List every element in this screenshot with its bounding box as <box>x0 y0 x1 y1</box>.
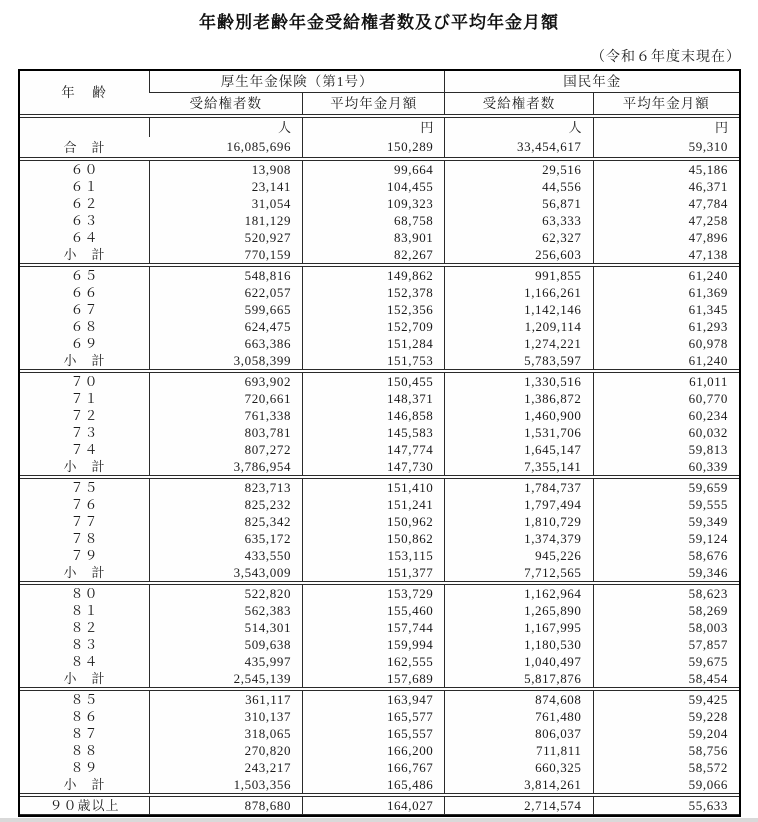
total-epi-average: 150,289 <box>303 137 445 158</box>
epi-average-value: 164,027 <box>303 797 445 815</box>
np-average-value: 58,454 <box>593 670 739 688</box>
epi-recipients-value: 310,137 <box>149 708 302 725</box>
epi-average-value: 149,862 <box>303 267 445 285</box>
epi-recipients-value: 761,338 <box>149 407 302 424</box>
np-recipients-value: 1,167,995 <box>445 619 593 636</box>
table-row <box>20 725 739 742</box>
age-block-80-84 <box>20 584 739 688</box>
np-average-value: 47,138 <box>593 246 739 264</box>
np-average-value: 59,813 <box>593 441 739 458</box>
table-row <box>20 246 739 264</box>
epi-recipients-value: 693,902 <box>149 373 302 391</box>
np-average-value: 59,675 <box>593 653 739 670</box>
np-recipients-value: 806,037 <box>445 725 593 742</box>
np-average-value: 59,659 <box>593 479 739 497</box>
table-row <box>20 352 739 370</box>
header-national-pension: 国民年金 <box>445 71 739 93</box>
table-row <box>20 708 739 725</box>
epi-average-value: 163,947 <box>303 691 445 709</box>
epi-recipients-value: 803,781 <box>149 424 302 441</box>
epi-recipients-value: 770,159 <box>149 246 302 264</box>
units-row <box>20 118 739 138</box>
epi-recipients-value: 522,820 <box>149 585 302 603</box>
np-recipients-value: 1,162,964 <box>445 585 593 603</box>
age-block-60-64 <box>20 160 739 264</box>
np-average-value: 60,770 <box>593 390 739 407</box>
np-recipients-value: 1,166,261 <box>445 284 593 301</box>
table-row <box>20 691 739 709</box>
epi-recipients-value: 548,816 <box>149 267 302 285</box>
epi-recipients-value: 599,665 <box>149 301 302 318</box>
header-employees-pension: 厚生年金保険（第1号） <box>149 71 445 93</box>
epi-average-value: 166,767 <box>303 759 445 776</box>
np-recipients-value: 63,333 <box>445 212 593 229</box>
table-row <box>20 284 739 301</box>
np-recipients-value: 1,797,494 <box>445 496 593 513</box>
epi-recipients-value: 825,232 <box>149 496 302 513</box>
table-row <box>20 547 739 564</box>
age-label: ６７ <box>70 302 99 317</box>
epi-average-value: 109,323 <box>303 195 445 212</box>
table-row <box>20 229 739 246</box>
np-recipients-value: 1,274,221 <box>445 335 593 352</box>
table-row <box>20 458 739 476</box>
np-average-value: 61,011 <box>593 373 739 391</box>
table-row <box>20 670 739 688</box>
np-recipients-value: 660,325 <box>445 759 593 776</box>
epi-recipients-value: 3,786,954 <box>149 458 302 476</box>
epi-average-value: 83,901 <box>303 229 445 246</box>
age-label: ６４ <box>70 230 99 245</box>
age-label: ８１ <box>70 603 99 618</box>
np-average-value: 58,756 <box>593 742 739 759</box>
np-recipients-value: 5,783,597 <box>445 352 593 370</box>
np-recipients-value: 256,603 <box>445 246 593 264</box>
age-label: ６９ <box>70 336 99 351</box>
total-block <box>20 117 739 158</box>
epi-average-value: 166,200 <box>303 742 445 759</box>
epi-average-value: 147,730 <box>303 458 445 476</box>
age-block-70-74 <box>20 372 739 476</box>
epi-recipients-value: 23,141 <box>149 178 302 195</box>
epi-average-value: 145,583 <box>303 424 445 441</box>
epi-average-value: 165,557 <box>303 725 445 742</box>
np-recipients-value: 56,871 <box>445 195 593 212</box>
epi-average-value: 157,689 <box>303 670 445 688</box>
age-label: 小 計 <box>63 459 106 474</box>
unit-yen: 円 <box>593 118 739 138</box>
table-row <box>20 776 739 794</box>
age-label: ８５ <box>70 692 99 707</box>
epi-recipients-value: 3,058,399 <box>149 352 302 370</box>
total-epi-recipients: 16,085,696 <box>226 139 292 154</box>
age-label: ８７ <box>70 726 99 741</box>
table-row <box>20 318 739 335</box>
np-recipients-value: 1,531,706 <box>445 424 593 441</box>
np-recipients-value: 711,811 <box>445 742 593 759</box>
epi-recipients-value: 807,272 <box>149 441 302 458</box>
epi-average-value: 155,460 <box>303 602 445 619</box>
unit-persons: 人 <box>445 118 593 138</box>
np-recipients-value: 62,327 <box>445 229 593 246</box>
np-recipients-value: 3,814,261 <box>445 776 593 794</box>
epi-recipients-value: 243,217 <box>149 759 302 776</box>
epi-average-value: 152,356 <box>303 301 445 318</box>
epi-average-value: 150,862 <box>303 530 445 547</box>
epi-recipients-value: 514,301 <box>149 619 302 636</box>
age-label: ７４ <box>70 442 99 457</box>
header-group-row <box>20 71 739 93</box>
epi-average-value: 82,267 <box>303 246 445 264</box>
epi-recipients-value: 562,383 <box>149 602 302 619</box>
age-block-85-89 <box>20 690 739 794</box>
subheader-np-recipients: 受給権者数 <box>445 93 593 115</box>
table-row <box>20 479 739 497</box>
np-recipients-value: 1,645,147 <box>445 441 593 458</box>
np-average-value: 61,345 <box>593 301 739 318</box>
age-blocks <box>20 160 739 815</box>
epi-average-value: 146,858 <box>303 407 445 424</box>
epi-average-value: 165,486 <box>303 776 445 794</box>
np-average-value: 61,240 <box>593 267 739 285</box>
total-np-average: 59,310 <box>593 137 739 158</box>
np-average-value: 59,349 <box>593 513 739 530</box>
epi-average-value: 157,744 <box>303 619 445 636</box>
table-row <box>20 212 739 229</box>
table-row <box>20 335 739 352</box>
np-recipients-value: 1,040,497 <box>445 653 593 670</box>
age-label: 小 計 <box>63 247 106 262</box>
np-average-value: 59,228 <box>593 708 739 725</box>
np-recipients-value: 1,460,900 <box>445 407 593 424</box>
table-row <box>20 178 739 195</box>
epi-average-value: 151,410 <box>303 479 445 497</box>
np-recipients-value: 1,265,890 <box>445 602 593 619</box>
age-label: ７０ <box>70 374 99 389</box>
table-row <box>20 267 739 285</box>
age-label: ７７ <box>70 514 99 529</box>
date-note: （令和６年度末現在） <box>591 50 741 65</box>
np-recipients-value: 945,226 <box>445 547 593 564</box>
table-row <box>20 301 739 318</box>
age-label: ８４ <box>70 654 99 669</box>
subheader-epi-recipients: 受給権者数 <box>189 96 262 111</box>
age-label: ８９ <box>70 760 99 775</box>
epi-recipients-value: 624,475 <box>149 318 302 335</box>
table-row <box>20 390 739 407</box>
np-average-value: 46,371 <box>593 178 739 195</box>
np-average-value: 58,003 <box>593 619 739 636</box>
np-recipients-value: 1,330,516 <box>445 373 593 391</box>
np-average-value: 58,269 <box>593 602 739 619</box>
table-row <box>20 496 739 513</box>
np-average-value: 58,623 <box>593 585 739 603</box>
epi-recipients-value: 318,065 <box>149 725 302 742</box>
table-row <box>20 619 739 636</box>
epi-average-value: 153,729 <box>303 585 445 603</box>
table-row <box>20 424 739 441</box>
epi-recipients-value: 622,057 <box>149 284 302 301</box>
age-label: ８２ <box>70 620 99 635</box>
pension-table <box>18 69 741 817</box>
epi-recipients-value: 270,820 <box>149 742 302 759</box>
age-label: ８３ <box>70 637 99 652</box>
np-average-value: 59,124 <box>593 530 739 547</box>
np-average-value: 60,339 <box>593 458 739 476</box>
age-label: ７８ <box>70 531 99 546</box>
epi-recipients-value: 720,661 <box>149 390 302 407</box>
age-label: ９０歳以上 <box>49 798 120 813</box>
np-recipients-value: 761,480 <box>445 708 593 725</box>
table-row <box>20 585 739 603</box>
epi-recipients-value: 635,172 <box>149 530 302 547</box>
np-average-value: 58,572 <box>593 759 739 776</box>
age-label: ６０ <box>70 162 99 177</box>
table-row <box>20 742 739 759</box>
header-age: 年 齢 <box>61 85 108 100</box>
age-label: ７２ <box>70 408 99 423</box>
epi-average-value: 152,709 <box>303 318 445 335</box>
np-average-value: 59,066 <box>593 776 739 794</box>
epi-average-value: 151,377 <box>303 564 445 582</box>
np-average-value: 60,978 <box>593 335 739 352</box>
epi-recipients-value: 520,927 <box>149 229 302 246</box>
page-title: 年齢別老齢年金受給権者数及び平均年金月額 <box>199 13 559 32</box>
np-average-value: 59,555 <box>593 496 739 513</box>
epi-average-value: 148,371 <box>303 390 445 407</box>
table-row <box>20 441 739 458</box>
np-average-value: 59,346 <box>593 564 739 582</box>
age-label: ６１ <box>70 179 99 194</box>
age-label: ６２ <box>70 196 99 211</box>
epi-average-value: 159,994 <box>303 636 445 653</box>
age-label: 小 計 <box>63 777 106 792</box>
epi-average-value: 99,664 <box>303 161 445 179</box>
np-recipients-value: 1,209,114 <box>445 318 593 335</box>
total-label: 合 計 <box>63 140 106 155</box>
age-label: ６８ <box>70 319 99 334</box>
epi-recipients-value: 181,129 <box>149 212 302 229</box>
np-average-value: 59,204 <box>593 725 739 742</box>
table-row <box>20 195 739 212</box>
subheader-epi-average: 平均年金月額 <box>303 93 445 115</box>
np-recipients-value: 1,810,729 <box>445 513 593 530</box>
np-average-value: 57,857 <box>593 636 739 653</box>
table-row <box>20 513 739 530</box>
epi-recipients-value: 663,386 <box>149 335 302 352</box>
np-average-value: 47,258 <box>593 212 739 229</box>
table-row <box>20 407 739 424</box>
table-row <box>20 161 739 179</box>
age-label: 小 計 <box>63 671 106 686</box>
age-label: 小 計 <box>63 353 106 368</box>
age-label: ７５ <box>70 480 99 495</box>
total-np-recipients: 33,454,617 <box>445 137 593 158</box>
table-row <box>20 797 739 815</box>
age-label: ６３ <box>70 213 99 228</box>
np-recipients-value: 29,516 <box>445 161 593 179</box>
np-recipients-value: 874,608 <box>445 691 593 709</box>
age-label: ６５ <box>70 268 99 283</box>
np-average-value: 61,293 <box>593 318 739 335</box>
epi-recipients-value: 2,545,139 <box>149 670 302 688</box>
age-label: ７３ <box>70 425 99 440</box>
epi-recipients-value: 433,550 <box>149 547 302 564</box>
np-recipients-value: 991,855 <box>445 267 593 285</box>
age-label: ８８ <box>70 743 99 758</box>
np-recipients-value: 2,714,574 <box>445 797 593 815</box>
epi-average-value: 162,555 <box>303 653 445 670</box>
np-average-value: 58,676 <box>593 547 739 564</box>
unit-persons: 人 <box>149 118 302 138</box>
np-average-value: 59,425 <box>593 691 739 709</box>
epi-average-value: 150,962 <box>303 513 445 530</box>
table-header <box>20 71 739 115</box>
epi-average-value: 150,455 <box>303 373 445 391</box>
unit-yen: 円 <box>303 118 445 138</box>
np-recipients-value: 7,712,565 <box>445 564 593 582</box>
np-average-value: 60,032 <box>593 424 739 441</box>
np-recipients-value: 1,374,379 <box>445 530 593 547</box>
np-average-value: 47,896 <box>593 229 739 246</box>
epi-recipients-value: 31,054 <box>149 195 302 212</box>
age-label: ７１ <box>70 391 99 406</box>
np-average-value: 61,369 <box>593 284 739 301</box>
table-row <box>20 636 739 653</box>
document-page <box>0 8 758 822</box>
epi-average-value: 151,753 <box>303 352 445 370</box>
np-average-value: 55,633 <box>593 797 739 815</box>
table-row <box>20 373 739 391</box>
epi-recipients-value: 823,713 <box>149 479 302 497</box>
age-block-90plus <box>20 796 739 815</box>
scan-edge <box>0 818 758 822</box>
np-recipients-value: 1,386,872 <box>445 390 593 407</box>
np-recipients-value: 5,817,876 <box>445 670 593 688</box>
table-row <box>20 759 739 776</box>
epi-recipients-value: 435,997 <box>149 653 302 670</box>
np-average-value: 47,784 <box>593 195 739 212</box>
epi-recipients-value: 878,680 <box>149 797 302 815</box>
table-row <box>20 602 739 619</box>
age-label: ７６ <box>70 497 99 512</box>
epi-average-value: 151,284 <box>303 335 445 352</box>
table-row <box>20 653 739 670</box>
np-average-value: 45,186 <box>593 161 739 179</box>
age-label: ７９ <box>70 548 99 563</box>
epi-recipients-value: 509,638 <box>149 636 302 653</box>
epi-average-value: 147,774 <box>303 441 445 458</box>
epi-average-value: 68,758 <box>303 212 445 229</box>
epi-average-value: 165,577 <box>303 708 445 725</box>
epi-average-value: 151,241 <box>303 496 445 513</box>
np-recipients-value: 7,355,141 <box>445 458 593 476</box>
np-recipients-value: 1,180,530 <box>445 636 593 653</box>
age-block-65-69 <box>20 266 739 370</box>
epi-recipients-value: 361,117 <box>149 691 302 709</box>
epi-average-value: 153,115 <box>303 547 445 564</box>
np-average-value: 60,234 <box>593 407 739 424</box>
epi-recipients-value: 3,543,009 <box>149 564 302 582</box>
age-block-75-79 <box>20 478 739 582</box>
age-label: ８０ <box>70 586 99 601</box>
np-recipients-value: 1,784,737 <box>445 479 593 497</box>
epi-recipients-value: 13,908 <box>149 161 302 179</box>
epi-recipients-value: 1,503,356 <box>149 776 302 794</box>
epi-average-value: 152,378 <box>303 284 445 301</box>
age-label: ６６ <box>70 285 99 300</box>
np-recipients-value: 1,142,146 <box>445 301 593 318</box>
np-average-value: 61,240 <box>593 352 739 370</box>
age-label: 小 計 <box>63 565 106 580</box>
epi-average-value: 104,455 <box>303 178 445 195</box>
np-recipients-value: 44,556 <box>445 178 593 195</box>
subheader-np-average: 平均年金月額 <box>593 93 739 115</box>
age-label: ８６ <box>70 709 99 724</box>
epi-recipients-value: 825,342 <box>149 513 302 530</box>
table-row <box>20 530 739 547</box>
table-row <box>20 564 739 582</box>
